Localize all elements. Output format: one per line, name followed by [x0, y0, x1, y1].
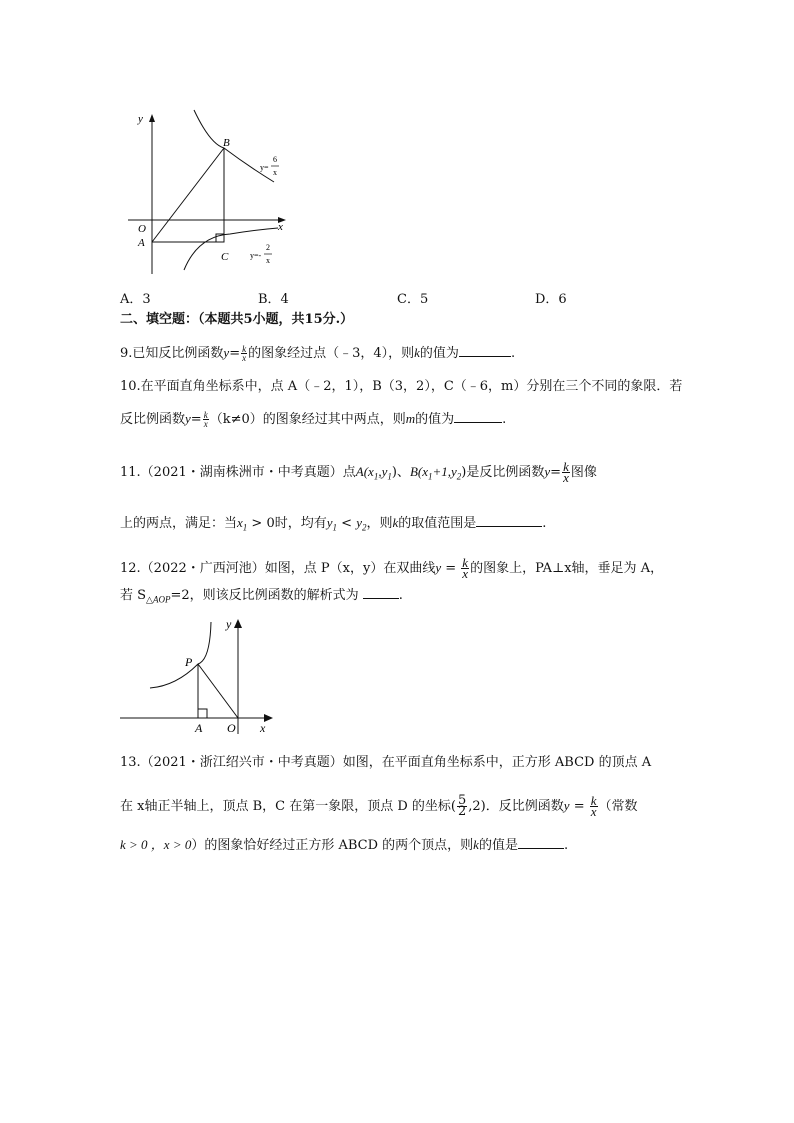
curve-neg-2-over-x	[184, 228, 278, 270]
x-axis-label: x	[278, 221, 283, 233]
point-p-label: P	[185, 655, 193, 669]
q12-fraction: $\frac{k}{x}$	[462, 555, 469, 581]
question-10-line-1: 10.在平面直角坐标系中，点 A（﹣2，1），B（3，2），C（﹣6，m）分别在三个不同的象限．若	[120, 379, 683, 394]
y-axis-label: y	[226, 617, 232, 631]
curve2-prefix: y=-	[250, 251, 262, 260]
figure-2-graph	[118, 614, 278, 740]
question-13-line-1: 13.（2021・浙江绍兴市・中考真题）如图，在平面直角坐标系中，正方形 ABCD 的顶点 A	[120, 755, 652, 770]
y-axis-arrow	[149, 114, 155, 122]
point-b-label: B	[223, 137, 230, 149]
point-c-label: C	[221, 251, 229, 263]
q13-answer-blank[interactable]	[518, 836, 564, 849]
curve1-prefix: y=	[260, 163, 269, 172]
question-11-line-1: 11.（2021・湖南株洲市・中考真题）点$A(x_1,y_1)$、$B(x_1+1,y_2)$是反比例函数y= $\frac{k}{x}$ 图像	[120, 459, 597, 485]
q10-answer-blank[interactable]	[454, 410, 502, 423]
curve1-den: x	[273, 168, 277, 177]
q10-fraction: $\frac{k}{x}$	[203, 410, 208, 429]
answer-options	[120, 288, 680, 307]
question-11-line-2: 上的两点，满足：当$x_1 > 0$时，均有$y_1 < y_2$，则k的取值范围是 .	[120, 515, 547, 533]
figure-1-graph	[118, 108, 298, 276]
segment-ab	[152, 148, 224, 242]
option-b[interactable]: B．4	[258, 292, 289, 307]
origin-label: O	[227, 721, 236, 735]
point-a-label: A	[195, 721, 203, 735]
origin-label: O	[138, 223, 146, 235]
q9-fraction: $\frac{k}{x}$	[242, 344, 247, 363]
x-axis-arrow	[264, 714, 273, 722]
q13-coord-fraction: $\frac{5}{2}$	[458, 793, 467, 819]
q11-answer-blank[interactable]	[476, 514, 542, 527]
question-12-line-2: 若 $S_{\triangle AOP}=2$，则该反比例函数的解析式为 .	[120, 588, 403, 605]
q11-fraction: $\frac{k}{x}$	[563, 459, 569, 485]
curve2-den: x	[266, 256, 270, 265]
q13-fraction: $\frac{k}{x}$	[590, 793, 597, 819]
question-10-line-2: 反比例函数y= $\frac{k}{x}$ （k≠0）的图象经过其中两点，则m的值为 .	[120, 410, 507, 429]
curve1-num: 6	[273, 155, 277, 164]
option-c[interactable]: C．5	[397, 292, 429, 307]
q12-answer-blank[interactable]	[363, 586, 399, 599]
question-13-line-3: k > 0 ，x > 0）的图象恰好经过正方形 ABCD 的两个顶点，则k的值是 .	[120, 837, 569, 853]
option-d[interactable]: D．6	[535, 292, 567, 307]
q9-answer-blank[interactable]	[459, 344, 511, 357]
option-a[interactable]: A．3	[120, 292, 151, 307]
segment-po	[198, 664, 238, 718]
section-2-title: 二、填空题：（本题共5小题，共15分.）	[120, 312, 354, 327]
y-axis-arrow	[234, 619, 242, 628]
y-axis-label: y	[138, 113, 143, 125]
hyperbola	[150, 622, 211, 688]
point-a-label: A	[138, 237, 145, 249]
right-angle-mark	[198, 709, 207, 718]
question-9: 9.已知反比例函数y= $\frac{k}{x}$ 的图象经过点（﹣3，4），则k的值为 .	[120, 344, 516, 363]
question-12-line-1: 12.（2022・广西河池）如图，点 P（x，y）在双曲线y = $\frac{k}{x}$ 的图象上，PA⊥x轴，垂足为 A，	[120, 555, 664, 581]
curve2-num: 2	[266, 243, 270, 252]
question-13-line-2: 在 x轴正半轴上，顶点 B，C 在第一象限，顶点 D 的坐标( $\frac{5}{2}$ ,2)．反比例函数y = $\frac{k}{x}$ （常数	[120, 793, 638, 819]
x-axis-label: x	[260, 721, 266, 735]
